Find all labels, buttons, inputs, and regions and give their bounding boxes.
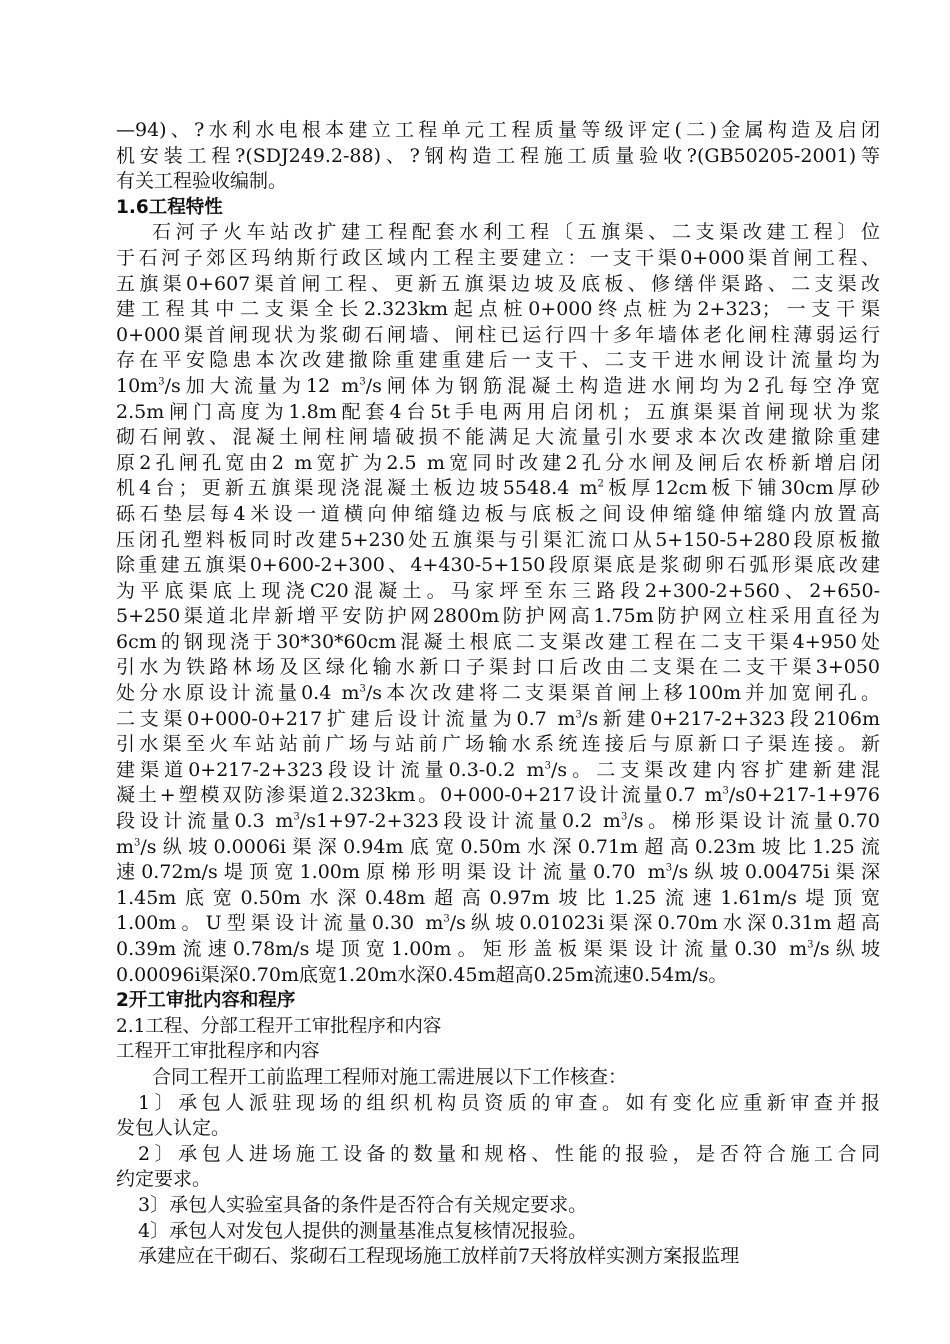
text-line: 5+250渠道北岸新增平安防护网2800m防护网高1.75m防护网立柱采用直径为 <box>116 605 880 628</box>
text-line: 0.00096i渠深0.70m底宽1.20m水深0.45m超高0.25m流速0.54m/s。 <box>116 963 728 986</box>
text-line: 为平底渠底上现浇C20混凝土。马家坪至东三路段2+300-2+560、2+650- <box>116 579 880 602</box>
text-line: 1.45m底宽0.50m水深0.48m超高0.97m坡比1.25流速1.61m/s堤顶宽 <box>116 886 880 909</box>
text-line: 速0.72m/s堤顶宽1.00m原梯形明渠设计流量0.70 $m^3/s$纵坡0.00475i渠深 <box>116 861 880 884</box>
text-line: 合同工程开工前监理工程师对施工需进展以下工作核查： <box>152 1065 628 1088</box>
text-line: $m^3/s$纵坡0.0006i渠深0.94m底宽0.50m水深0.71m超高0.23m坡比1.25流 <box>116 835 880 858</box>
subsection-title: 工程开工审批程序和内容 <box>116 1041 320 1063</box>
text-line: 承建应在干砌石、浆砌石工程现场施工放样前7天将放样实测方案报监理 <box>138 1245 740 1268</box>
text-line: 石河子火车站改扩建工程配套水利工程〔五旗渠、二支渠改建工程〕位 <box>152 221 880 244</box>
text-line: 1〕承包人派驻现场的组织机构员资质的审查。如有变化应重新审查并报 <box>138 1091 880 1114</box>
text-line: 砌石闸敦、混凝土闸柱闸墙破损不能满足大流量引水要求本次改建撤除重建 <box>116 426 880 449</box>
section-heading-1-6: 1.6工程特性 <box>116 196 223 218</box>
text-line: 有关工程验收编制。 <box>116 170 288 193</box>
text-line: 2〕承包人进场施工设备的数量和规格、性能的报验，是否符合施工合同 <box>138 1142 880 1165</box>
text-line: 凝土+塑模双防渗渠道2.323km。0+000-0+217设计流量0.7 $m^3/s0+217-1+976$ <box>116 784 880 807</box>
text-line: 引水为铁路林场及区绿化输水新口子渠封口后改由二支渠在二支干渠3+050 <box>116 656 880 679</box>
text-line: 机4台；更新五旗渠现浇混凝土板边坡5548.4 $m^2$板厚12cm板下铺30cm厚砂 <box>116 477 880 500</box>
text-line: 建工程其中二支渠全长2.323km起点桩0+000终点桩为2+323；一支干渠 <box>116 298 880 321</box>
text-line: 0.39m流速0.78m/s堤顶宽1.00m。矩形盖板渠渠设计流量0.30 $m^3/s$纵坡 <box>116 938 880 960</box>
subsection-heading-2-1: 2.1工程、分部工程开工审批程序和内容 <box>116 1015 442 1037</box>
text-line: 存在平安隐患本次改建撤除重建重建后一支干、二支干进水闸设计流量均为 <box>116 349 880 372</box>
text-line: 4〕承包人对发包人提供的测量基准点复核情况报验。 <box>138 1219 588 1242</box>
text-line: —94)、?水利水电根本建立工程单元工程质量等级评定(二)金属构造及启闭 <box>116 119 880 141</box>
text-line: 段设计流量0.3 $m^3/s1+97-2+323$段设计流量0.2 $m^3/s$。梯形渠设计流量0.70 <box>116 810 880 833</box>
approval-procedure-list <box>116 1065 880 1270</box>
text-line: 引水渠至火车站站前广场与站前广场输水系统连接后与原新口子渠连接。新 <box>116 733 880 756</box>
text-line: $10m^3/s$加大流量为12 $m^3/s$闸体为钢筋混凝土构造进水闸均为2孔每空净宽 <box>116 374 880 397</box>
text-line: 1.00m。U型渠设计流量0.30 $m^3/s$纵坡0.01023i渠深0.70m水深0.31m超高 <box>116 912 880 935</box>
text-line: 原2孔闸孔宽由2 m宽扩为2.5 m宽同时改建2孔分水闸及闸后农桥新增启闭 <box>116 451 880 474</box>
text-line: 五旗渠0+607渠首闸工程、更新五旗渠边坡及底板、修缮伴渠路、二支渠改 <box>116 272 880 295</box>
text-line: 3〕承包人实验室具备的条件是否符合有关规定要求。 <box>138 1193 588 1216</box>
text-line: 于石河子郊区玛纳斯行政区域内工程主要建立：一支干渠0+000渠首闸工程、 <box>116 246 880 269</box>
document-page <box>116 118 880 1270</box>
text-line: 处分水原设计流量0.4 $m^3/s$本次改建将二支渠渠首闸上移100m并加宽闸孔。 <box>116 682 880 705</box>
text-line: 二支渠0+000-0+217扩建后设计流量为0.7 $m^3/s$新建0+217-2+323段2106m <box>116 707 880 730</box>
text-line: 除重建五旗渠0+600-2+300、4+430-5+150段原渠底是浆砌卵石弧形渠底改建 <box>116 554 880 577</box>
text-line: 建渠道0+217-2+323段设计流量0.3-0.2 $m^3/s$。二支渠改建内容扩建新建混 <box>116 758 880 781</box>
text-line: 6cm的钢现浇于30*30*60cm混凝土根底二支渠改建工程在二支干渠4+950处 <box>116 630 880 653</box>
text-line: 发包人认定。 <box>116 1117 231 1140</box>
text-line: 砾石垫层每4米设一道横向伸缩缝边板与底板之间设伸缩缝伸缩缝内放置高 <box>116 502 880 525</box>
text-line: 压闭孔塑料板同时改建5+230处五旗渠与引渠汇流口从5+150-5+280段原板撤 <box>116 528 880 551</box>
project-characteristics-paragraph <box>116 220 880 988</box>
text-line: 机安装工程?(SDJ249.2-88)、?钢构造工程施工质量验收?(GB50205-2001)等 <box>116 144 880 167</box>
text-line: 0+000渠首闸现状为浆砌石闸墙、闸柱已运行四十多年墙体老化闸柱薄弱运行 <box>116 323 880 346</box>
text-line: 约定要求。 <box>116 1168 212 1191</box>
intro-paragraph <box>116 118 880 195</box>
section-heading-2: 2开工审批内容和程序 <box>116 990 296 1012</box>
text-line: 2.5m闸门高度为1.8m配套4台5t手电两用启闭机；五旗渠渠首闸现状为浆 <box>116 400 880 423</box>
